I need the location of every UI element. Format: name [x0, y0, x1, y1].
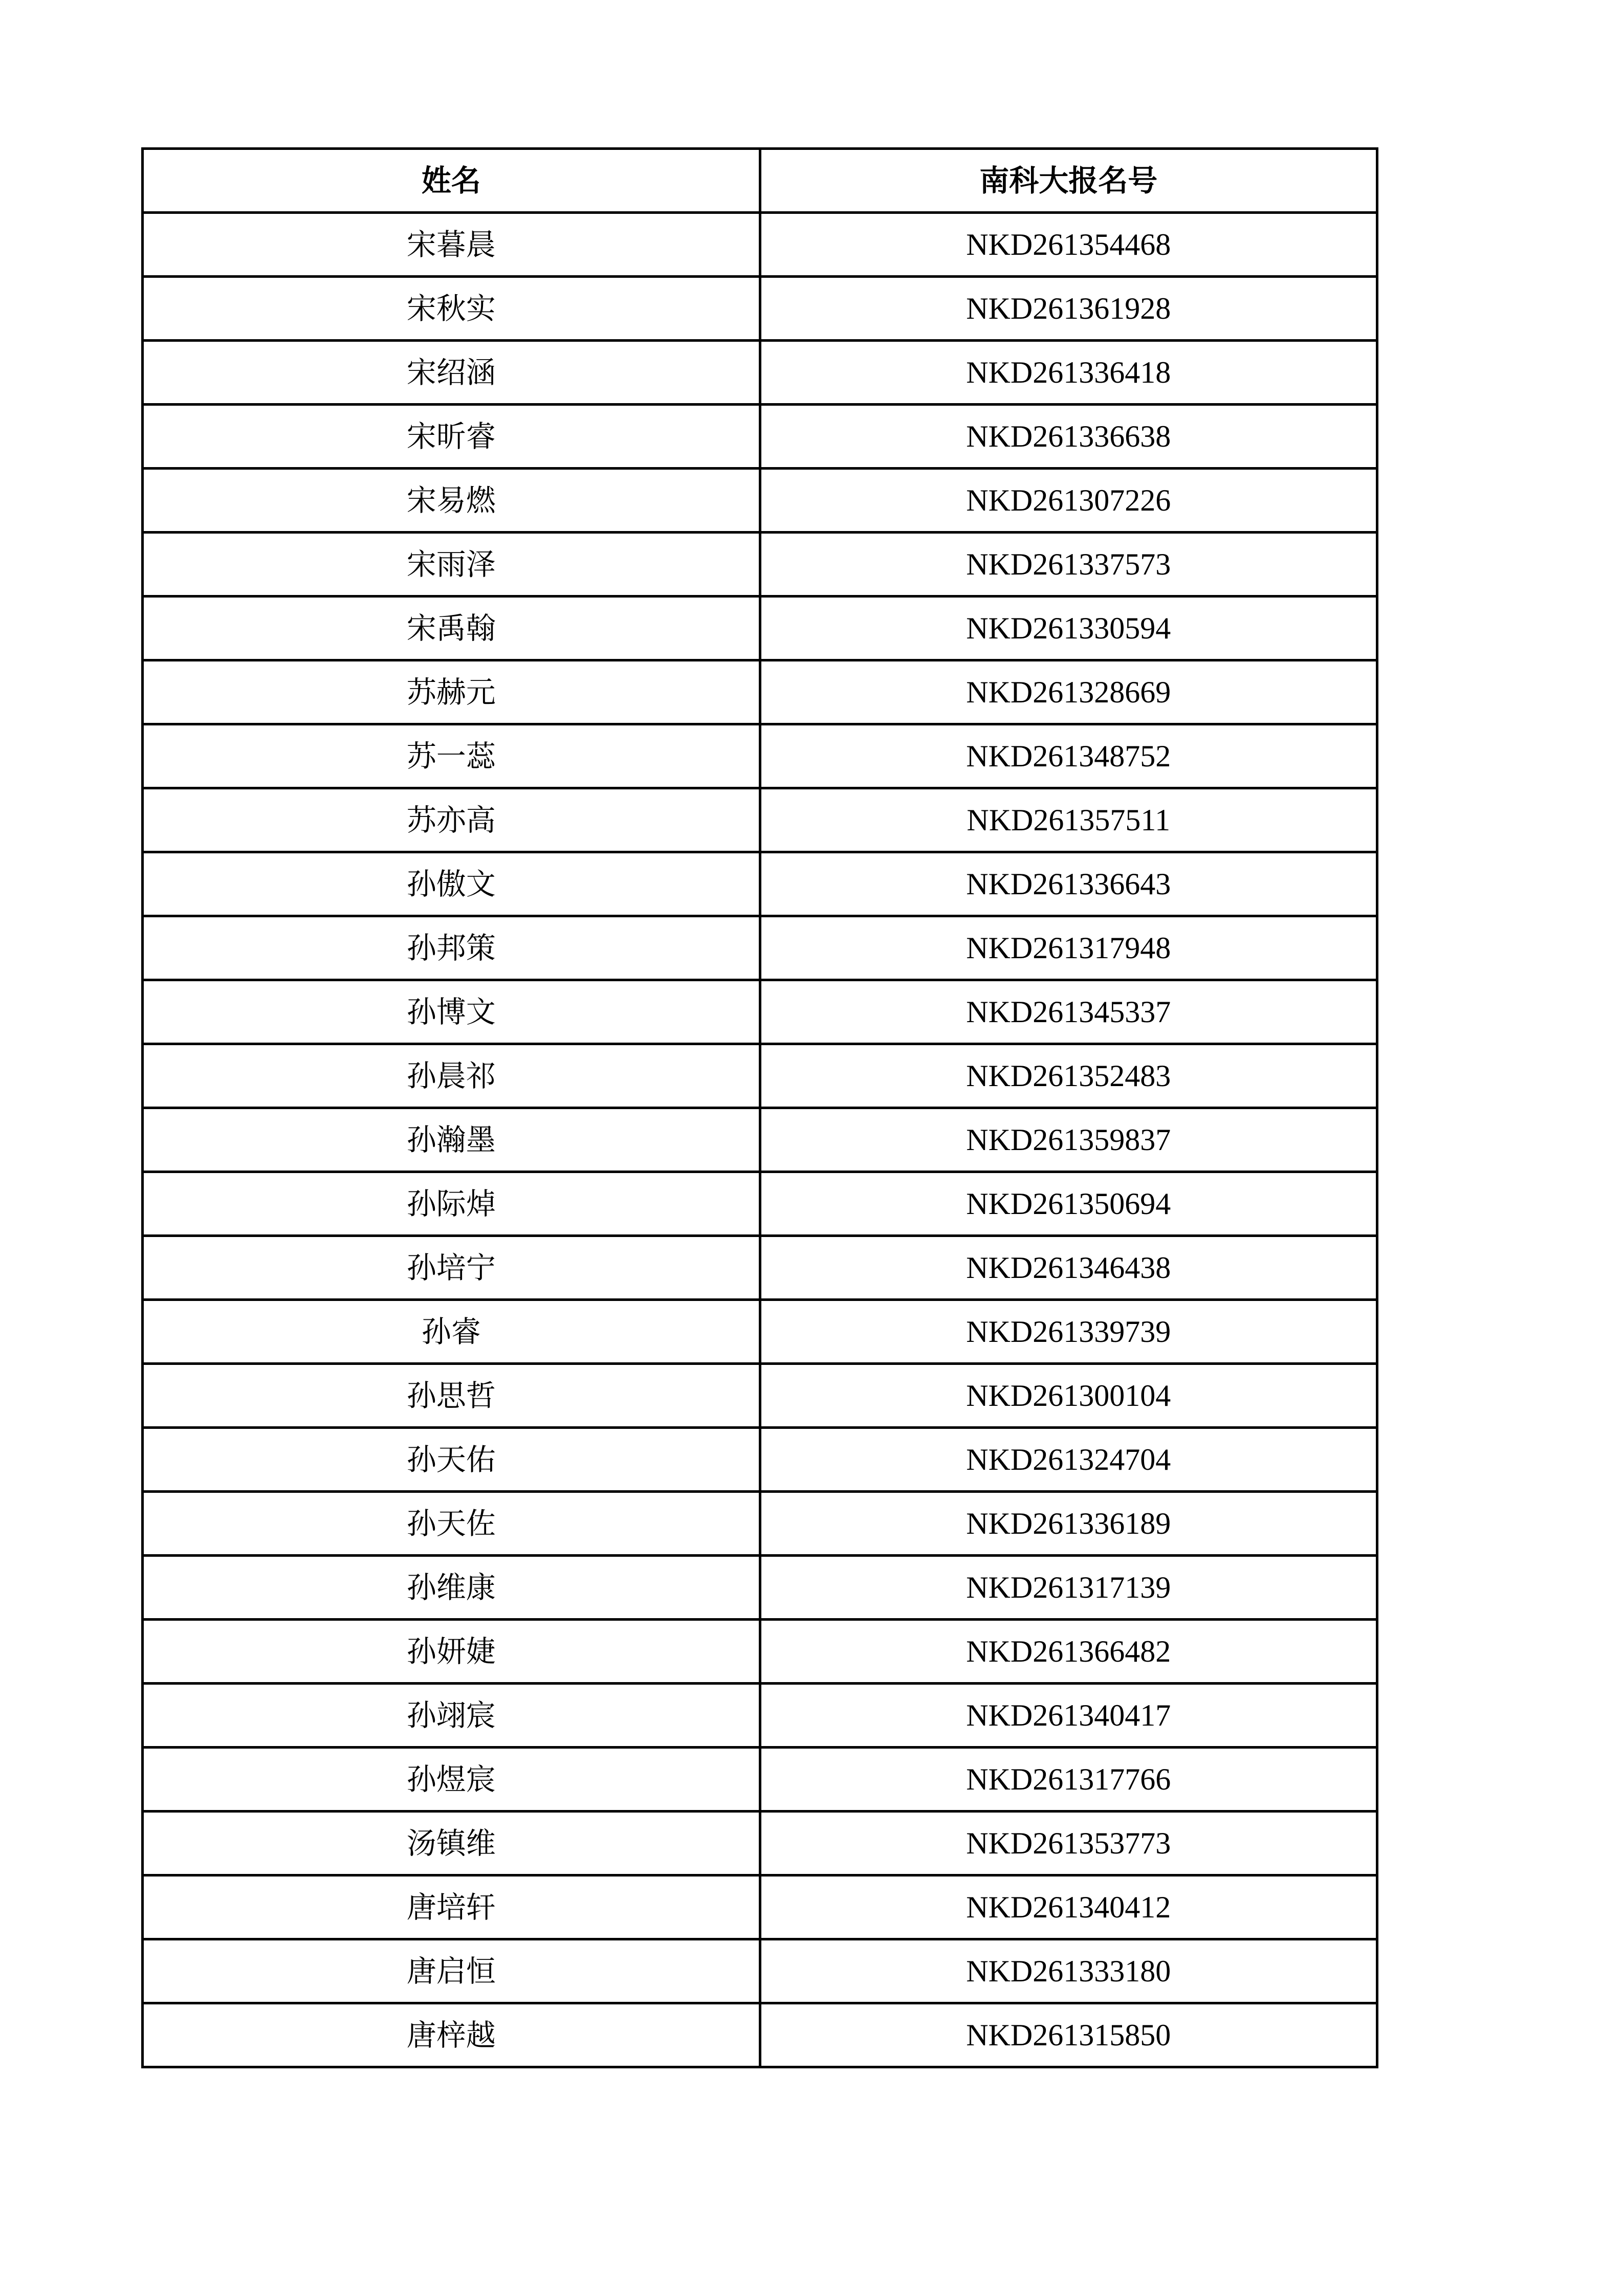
- table-row: [143, 1300, 1377, 1364]
- student-name-cell: 孙妍婕: [143, 1620, 760, 1684]
- header-name: 姓名: [143, 149, 760, 213]
- registration-number-cell: NKD261353773: [760, 1812, 1377, 1875]
- registration-number-cell: NKD261346438: [760, 1236, 1377, 1300]
- student-name-cell: 孙煜宸: [143, 1748, 760, 1812]
- registration-number-cell: NKD261361928: [760, 277, 1377, 341]
- table-body: [143, 213, 1377, 2067]
- student-name-cell: 苏赫元: [143, 660, 760, 724]
- student-name-cell: 孙翊宸: [143, 1684, 760, 1748]
- registration-number-cell: NKD261330594: [760, 597, 1377, 660]
- student-name-cell: 苏亦高: [143, 788, 760, 852]
- student-name-cell: 宋绍涵: [143, 341, 760, 405]
- student-name-cell: 宋禹翰: [143, 597, 760, 660]
- registration-number-cell: NKD261336643: [760, 852, 1377, 916]
- student-name-cell: 孙培宁: [143, 1236, 760, 1300]
- table-row: [143, 533, 1377, 597]
- registration-number-cell: NKD261352483: [760, 1044, 1377, 1108]
- registration-number-cell: NKD261336418: [760, 341, 1377, 405]
- table-row: [143, 1172, 1377, 1236]
- table-row: [143, 852, 1377, 916]
- student-name-cell: 孙邦策: [143, 916, 760, 980]
- student-name-cell: 汤镇维: [143, 1812, 760, 1875]
- table-row: [143, 1748, 1377, 1812]
- registration-number-cell: NKD261345337: [760, 980, 1377, 1044]
- student-name-cell: 宋昕睿: [143, 405, 760, 469]
- registration-number-cell: NKD261300104: [760, 1364, 1377, 1428]
- table-row: [143, 1428, 1377, 1492]
- student-name-cell: 孙傲文: [143, 852, 760, 916]
- registration-number-cell: NKD261336189: [760, 1492, 1377, 1556]
- table-row: [143, 916, 1377, 980]
- table-row: [143, 2003, 1377, 2067]
- table-row: [143, 1556, 1377, 1620]
- registration-number-cell: NKD261359837: [760, 1108, 1377, 1172]
- table-row: [143, 1939, 1377, 2003]
- table-row: [143, 1684, 1377, 1748]
- student-name-cell: 孙睿: [143, 1300, 760, 1364]
- student-name-cell: 唐培轩: [143, 1875, 760, 1939]
- student-name-cell: 孙天佐: [143, 1492, 760, 1556]
- student-name-cell: 苏一蕊: [143, 724, 760, 788]
- student-name-cell: 孙晨祁: [143, 1044, 760, 1108]
- registration-number-cell: NKD261348752: [760, 724, 1377, 788]
- table-row: [143, 277, 1377, 341]
- registration-number-cell: NKD261357511: [760, 788, 1377, 852]
- registration-number-cell: NKD261354468: [760, 213, 1377, 277]
- registration-number-cell: NKD261339739: [760, 1300, 1377, 1364]
- table-header-row: [143, 149, 1377, 213]
- table-row: [143, 1364, 1377, 1428]
- table-row: [143, 1108, 1377, 1172]
- header-registration-number: 南科大报名号: [760, 149, 1377, 213]
- student-name-cell: 孙瀚墨: [143, 1108, 760, 1172]
- registration-number-cell: NKD261350694: [760, 1172, 1377, 1236]
- registration-number-cell: NKD261328669: [760, 660, 1377, 724]
- student-name-cell: 宋雨泽: [143, 533, 760, 597]
- table-row: [143, 980, 1377, 1044]
- registration-number-cell: NKD261333180: [760, 1939, 1377, 2003]
- table-row: [143, 1236, 1377, 1300]
- table-row: [143, 660, 1377, 724]
- registration-number-cell: NKD261317139: [760, 1556, 1377, 1620]
- student-name-cell: 唐梓越: [143, 2003, 760, 2067]
- registration-number-cell: NKD261336638: [760, 405, 1377, 469]
- registration-number-cell: NKD261366482: [760, 1620, 1377, 1684]
- student-name-cell: 宋易燃: [143, 469, 760, 533]
- student-name-cell: 孙思哲: [143, 1364, 760, 1428]
- registration-number-cell: NKD261337573: [760, 533, 1377, 597]
- student-name-cell: 唐启恒: [143, 1939, 760, 2003]
- student-name-cell: 孙博文: [143, 980, 760, 1044]
- table-row: [143, 788, 1377, 852]
- table-row: [143, 213, 1377, 277]
- registration-number-cell: NKD261317766: [760, 1748, 1377, 1812]
- student-name-cell: 孙天佑: [143, 1428, 760, 1492]
- table-row: [143, 1492, 1377, 1556]
- student-name-cell: 孙维康: [143, 1556, 760, 1620]
- registration-number-cell: NKD261315850: [760, 2003, 1377, 2067]
- table-row: [143, 1812, 1377, 1875]
- table-row: [143, 597, 1377, 660]
- table-row: [143, 1875, 1377, 1939]
- student-name-cell: 宋秋实: [143, 277, 760, 341]
- registration-number-cell: NKD261317948: [760, 916, 1377, 980]
- registration-number-cell: NKD261340417: [760, 1684, 1377, 1748]
- registration-number-cell: NKD261340412: [760, 1875, 1377, 1939]
- table-row: [143, 341, 1377, 405]
- table-row: [143, 724, 1377, 788]
- student-name-cell: 孙际焯: [143, 1172, 760, 1236]
- registration-number-cell: NKD261324704: [760, 1428, 1377, 1492]
- table-row: [143, 405, 1377, 469]
- registration-number-cell: NKD261307226: [760, 469, 1377, 533]
- table-row: [143, 1044, 1377, 1108]
- table-row: [143, 1620, 1377, 1684]
- registration-table: [141, 147, 1378, 2068]
- student-name-cell: 宋暮晨: [143, 213, 760, 277]
- table-row: [143, 469, 1377, 533]
